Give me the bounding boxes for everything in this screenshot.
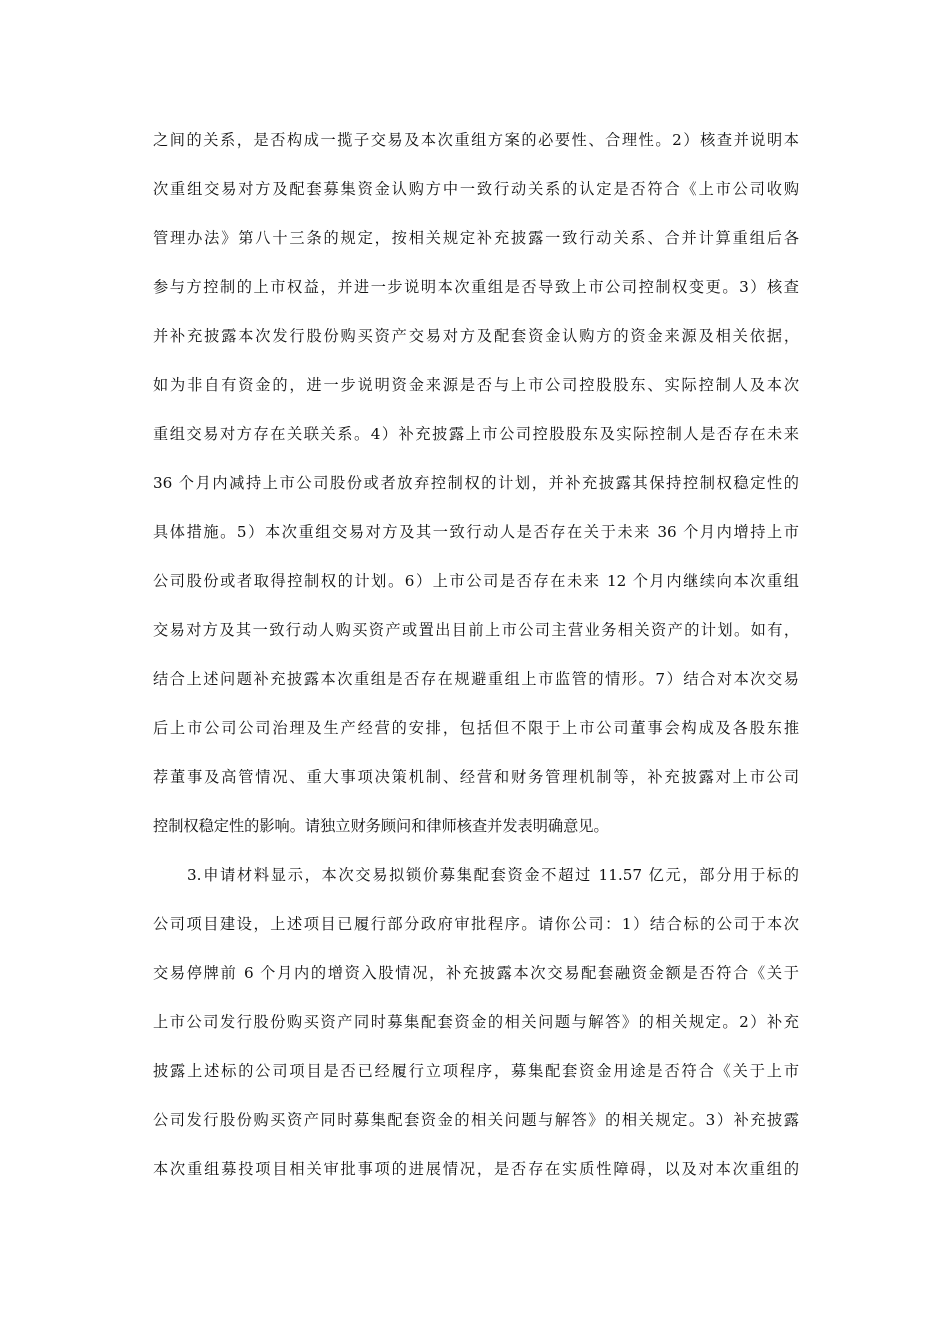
text-line: 上市公司发行股份购买资产同时募集配套资金的相关问题与解答》的相关规定。2）补充	[153, 1013, 799, 1031]
text-line: 荐董事及高管情况、重大事项决策机制、经营和财务管理机制等，补充披露对上市公司	[153, 768, 799, 786]
text-line: 之间的关系，是否构成一揽子交易及本次重组方案的必要性、合理性。2）核查并说明本	[153, 131, 799, 149]
text-line: 交易停牌前 6 个月内的增资入股情况，补充披露本次交易配套融资金额是否符合《关于	[153, 964, 799, 982]
paragraph-end-line: 控制权稳定性的影响。请独立财务顾问和律师核查并发表明确意见。	[153, 817, 609, 835]
text-line: 公司发行股份购买资产同时募集配套资金的相关问题与解答》的相关规定。3）补充披露	[153, 1111, 799, 1129]
text-line: 交易对方及其一致行动人购买资产或置出目前上市公司主营业务相关资产的计划。如有，	[153, 621, 799, 639]
text-line: 结合上述问题补充披露本次重组是否存在规避重组上市监管的情形。7）结合对本次交易	[153, 670, 799, 688]
text-line: 公司项目建设，上述项目已履行部分政府审批程序。请你公司：1）结合标的公司于本次	[153, 915, 799, 933]
text-line: 如为非自有资金的，进一步说明资金来源是否与上市公司控股股东、实际控制人及本次	[153, 376, 799, 394]
text-line: 具体措施。5）本次重组交易对方及其一致行动人是否存在关于未来 36 个月内增持上市	[153, 523, 799, 541]
text-line: 披露上述标的公司项目是否已经履行立项程序，募集配套资金用途是否符合《关于上市	[153, 1062, 799, 1080]
text-line: 重组交易对方存在关联关系。4）补充披露上市公司控股股东及实际控制人是否存在未来	[153, 425, 799, 443]
text-line: 公司股份或者取得控制权的计划。6）上市公司是否存在未来 12 个月内继续向本次重组	[153, 572, 799, 590]
document-body	[153, 122, 799, 1200]
text-line: 36 个月内减持上市公司股份或者放弃控制权的计划，并补充披露其保持控制权稳定性的	[153, 474, 799, 492]
text-line: 参与方控制的上市权益，并进一步说明本次重组是否导致上市公司控制权变更。3）核查	[153, 278, 799, 296]
text-line: 管理办法》第八十三条的规定，按相关规定补充披露一致行动关系、合并计算重组后各	[153, 229, 799, 247]
text-line: 并补充披露本次发行股份购买资产交易对方及配套资金认购方的资金来源及相关依据，	[153, 327, 799, 345]
text-line: 本次重组募投项目相关审批事项的进展情况，是否存在实质性障碍，以及对本次重组的	[153, 1160, 799, 1178]
paragraph-start-line: 3.申请材料显示，本次交易拟锁价募集配套资金不超过 11.57 亿元，部分用于标的	[187, 866, 799, 884]
text-line: 次重组交易对方及配套募集资金认购方中一致行动关系的认定是否符合《上市公司收购	[153, 180, 799, 198]
text-line: 后上市公司公司治理及生产经营的安排，包括但不限于上市公司董事会构成及各股东推	[153, 719, 799, 737]
